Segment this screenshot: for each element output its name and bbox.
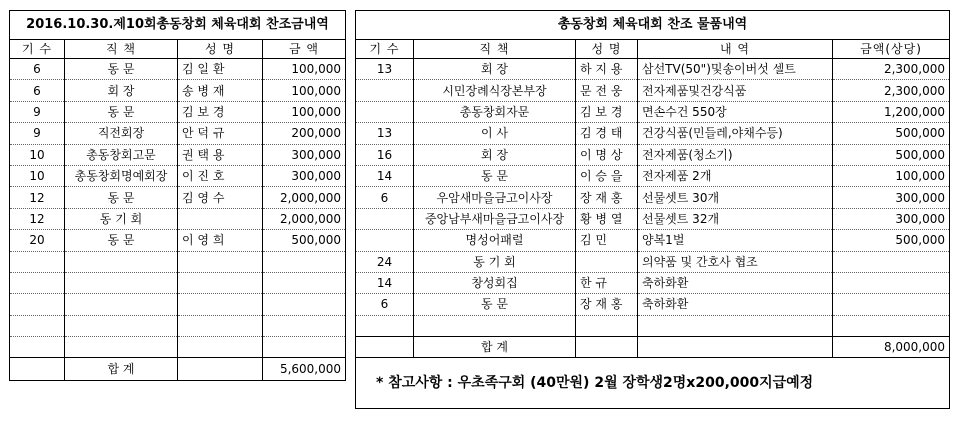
right-amount-cell: [833, 315, 950, 336]
left-name-cell: 안 덕 규: [178, 123, 263, 144]
left-position-cell: 직전회장: [65, 123, 178, 144]
right-name-cell: [576, 251, 638, 272]
left-position-cell: [65, 337, 178, 358]
right-details-cell: 선물셋트 32개: [638, 208, 833, 229]
right-total-spacer: [356, 337, 414, 358]
left-table-row: [10, 272, 346, 293]
right-note-row: [356, 358, 950, 409]
left-amount-cell: 100,000: [263, 80, 346, 101]
left-name-cell: [178, 315, 263, 336]
left-amount-cell: 300,000: [263, 165, 346, 186]
left-class-cell: 6: [10, 80, 65, 101]
left-table-row: [10, 230, 346, 251]
left-total-row: [10, 358, 346, 381]
left-table-row: [10, 315, 346, 336]
right-amount-cell: [833, 272, 950, 293]
right-class-cell: 6: [356, 294, 414, 315]
left-total-spacer: [10, 358, 65, 381]
right-amount-cell: 2,300,000: [833, 59, 950, 80]
left-class-cell: 9: [10, 123, 65, 144]
right-name-cell: 김 민: [576, 230, 638, 251]
right-class-cell: [356, 208, 414, 229]
left-header-class: 기 수: [10, 40, 65, 59]
left-class-cell: 12: [10, 187, 65, 208]
left-amount-cell: [263, 251, 346, 272]
right-position-cell: 이 사: [414, 123, 576, 144]
left-class-cell: 10: [10, 144, 65, 165]
left-header-position: 직 책: [65, 40, 178, 59]
right-class-cell: [356, 101, 414, 122]
right-class-cell: 14: [356, 165, 414, 186]
left-name-cell: [178, 337, 263, 358]
left-class-cell: [10, 337, 65, 358]
right-class-cell: [356, 315, 414, 336]
right-position-cell: 동 문: [414, 294, 576, 315]
right-class-cell: [356, 80, 414, 101]
left-name-cell: [178, 251, 263, 272]
right-table-title: 총동창회 체육대회 찬조 물품내역: [356, 11, 950, 40]
right-total-row: [356, 337, 950, 358]
left-table-row: [10, 187, 346, 208]
left-name-cell: [178, 272, 263, 293]
right-details-cell: 의약품 및 간호사 협조: [638, 251, 833, 272]
left-amount-cell: [263, 337, 346, 358]
right-amount-cell: 500,000: [833, 123, 950, 144]
right-details-cell: 건강식품(민들레,야채수등): [638, 123, 833, 144]
right-table-row: [356, 251, 950, 272]
right-position-cell: 우암새마을금고이사장: [414, 187, 576, 208]
right-amount-cell: 500,000: [833, 144, 950, 165]
right-table-row: [356, 272, 950, 293]
left-total-label: 합 계: [65, 358, 178, 381]
left-amount-cell: 500,000: [263, 230, 346, 251]
right-table-row: [356, 230, 950, 251]
right-table-row: [356, 187, 950, 208]
left-total-value: 5,600,000: [263, 358, 346, 381]
left-amount-cell: 300,000: [263, 144, 346, 165]
left-position-cell: 동 문: [65, 59, 178, 80]
right-position-cell: 시민장례식장본부장: [414, 80, 576, 101]
left-donation-table: [9, 10, 346, 381]
right-details-cell: [638, 315, 833, 336]
right-table-row: [356, 80, 950, 101]
right-total-label: 합 계: [414, 337, 576, 358]
left-name-cell: [178, 208, 263, 229]
left-name-cell: 김 일 환: [178, 59, 263, 80]
right-table-row: [356, 294, 950, 315]
reference-note: * 참고사항 : 우초족구회 (40만원) 2월 장학생2명x200,000지급예정: [356, 358, 950, 409]
right-name-cell: 이 명 상: [576, 144, 638, 165]
right-header-position: 직 책: [414, 40, 576, 59]
left-position-cell: [65, 251, 178, 272]
right-position-cell: 명성어패럴: [414, 230, 576, 251]
right-details-cell: 면손수건 550장: [638, 101, 833, 122]
right-header-name: 성 명: [576, 40, 638, 59]
right-class-cell: 13: [356, 59, 414, 80]
right-total-spacer: [638, 337, 833, 358]
left-table-row: [10, 208, 346, 229]
left-name-cell: 김 영 수: [178, 187, 263, 208]
left-amount-cell: 100,000: [263, 101, 346, 122]
right-position-cell: 회 장: [414, 144, 576, 165]
right-position-cell: 중앙남부새마을금고이사장: [414, 208, 576, 229]
right-header-amount: 금액(상당): [833, 40, 950, 59]
right-details-cell: 전자제품(청소기): [638, 144, 833, 165]
left-class-cell: 9: [10, 101, 65, 122]
right-table-row: [356, 208, 950, 229]
left-table-row: [10, 337, 346, 358]
right-amount-cell: 500,000: [833, 230, 950, 251]
left-name-cell: 이 영 희: [178, 230, 263, 251]
right-table-row: [356, 101, 950, 122]
left-position-cell: [65, 294, 178, 315]
left-table-title: 2016.10.30.제10회총동창회 체육대회 찬조금내역: [10, 11, 346, 40]
right-details-cell: 축하화환: [638, 294, 833, 315]
left-position-cell: [65, 272, 178, 293]
right-details-cell: 전자제품 2개: [638, 165, 833, 186]
left-amount-cell: 2,000,000: [263, 208, 346, 229]
right-class-cell: 6: [356, 187, 414, 208]
left-class-cell: 6: [10, 59, 65, 80]
left-name-cell: 김 보 경: [178, 101, 263, 122]
left-position-cell: 총동창회고문: [65, 144, 178, 165]
left-amount-cell: [263, 294, 346, 315]
left-class-cell: [10, 251, 65, 272]
right-details-cell: 선물셋트 30개: [638, 187, 833, 208]
right-header-class: 기 수: [356, 40, 414, 59]
left-table-row: [10, 59, 346, 80]
right-name-cell: 김 보 경: [576, 101, 638, 122]
left-table-row: [10, 251, 346, 272]
left-amount-cell: 2,000,000: [263, 187, 346, 208]
right-amount-cell: 300,000: [833, 208, 950, 229]
left-table-row: [10, 165, 346, 186]
left-amount-cell: 200,000: [263, 123, 346, 144]
left-position-cell: 총동창회명예회장: [65, 165, 178, 186]
left-table-row: [10, 144, 346, 165]
right-amount-cell: [833, 251, 950, 272]
left-table-row: [10, 123, 346, 144]
right-amount-cell: 300,000: [833, 187, 950, 208]
right-name-cell: 장 재 홍: [576, 187, 638, 208]
right-details-cell: 전자제품및건강식품: [638, 80, 833, 101]
left-total-spacer: [178, 358, 263, 381]
right-total-spacer: [576, 337, 638, 358]
right-name-cell: 김 경 태: [576, 123, 638, 144]
left-header-amount: 금 액: [263, 40, 346, 59]
right-amount-cell: [833, 294, 950, 315]
left-table-row: [10, 101, 346, 122]
right-table-row: [356, 144, 950, 165]
right-position-cell: [414, 315, 576, 336]
left-name-cell: 이 진 호: [178, 165, 263, 186]
left-class-cell: 10: [10, 165, 65, 186]
right-class-cell: 24: [356, 251, 414, 272]
right-header-details: 내 역: [638, 40, 833, 59]
right-amount-cell: 1,200,000: [833, 101, 950, 122]
left-position-cell: 동 문: [65, 230, 178, 251]
right-table-row: [356, 165, 950, 186]
right-amount-cell: 2,300,000: [833, 80, 950, 101]
right-name-cell: [576, 315, 638, 336]
left-name-cell: 송 병 재: [178, 80, 263, 101]
right-name-cell: 한 규: [576, 272, 638, 293]
right-position-cell: 총동창회자문: [414, 101, 576, 122]
right-class-cell: 16: [356, 144, 414, 165]
left-header-name: 성 명: [178, 40, 263, 59]
right-position-cell: 동 기 회: [414, 251, 576, 272]
right-total-value: 8,000,000: [833, 337, 950, 358]
right-name-cell: 이 승 을: [576, 165, 638, 186]
right-table-row: [356, 315, 950, 336]
left-class-cell: [10, 294, 65, 315]
right-class-cell: [356, 230, 414, 251]
left-amount-cell: [263, 315, 346, 336]
right-name-cell: 황 병 열: [576, 208, 638, 229]
right-position-cell: 회 장: [414, 59, 576, 80]
left-amount-cell: [263, 272, 346, 293]
left-class-cell: 20: [10, 230, 65, 251]
right-class-cell: 14: [356, 272, 414, 293]
right-position-cell: 동 문: [414, 165, 576, 186]
right-table-row: [356, 123, 950, 144]
right-details-cell: 축하화환: [638, 272, 833, 293]
left-table-row: [10, 294, 346, 315]
left-position-cell: 동 문: [65, 187, 178, 208]
right-goods-table: [355, 10, 950, 409]
right-table-row: [356, 59, 950, 80]
left-class-cell: [10, 272, 65, 293]
left-name-cell: 권 택 용: [178, 144, 263, 165]
left-class-cell: 12: [10, 208, 65, 229]
right-position-cell: 창성회집: [414, 272, 576, 293]
left-name-cell: [178, 294, 263, 315]
right-details-cell: 삼선TV(50")및송이버섯 셀트: [638, 59, 833, 80]
left-position-cell: 회 장: [65, 80, 178, 101]
right-name-cell: 장 재 홍: [576, 294, 638, 315]
left-position-cell: [65, 315, 178, 336]
left-position-cell: 동 기 회: [65, 208, 178, 229]
right-amount-cell: 100,000: [833, 165, 950, 186]
right-details-cell: 양복1벌: [638, 230, 833, 251]
left-amount-cell: 100,000: [263, 59, 346, 80]
left-table-row: [10, 80, 346, 101]
right-name-cell: 문 전 웅: [576, 80, 638, 101]
left-class-cell: [10, 315, 65, 336]
right-name-cell: 하 지 용: [576, 59, 638, 80]
right-class-cell: 13: [356, 123, 414, 144]
left-position-cell: 동 문: [65, 101, 178, 122]
